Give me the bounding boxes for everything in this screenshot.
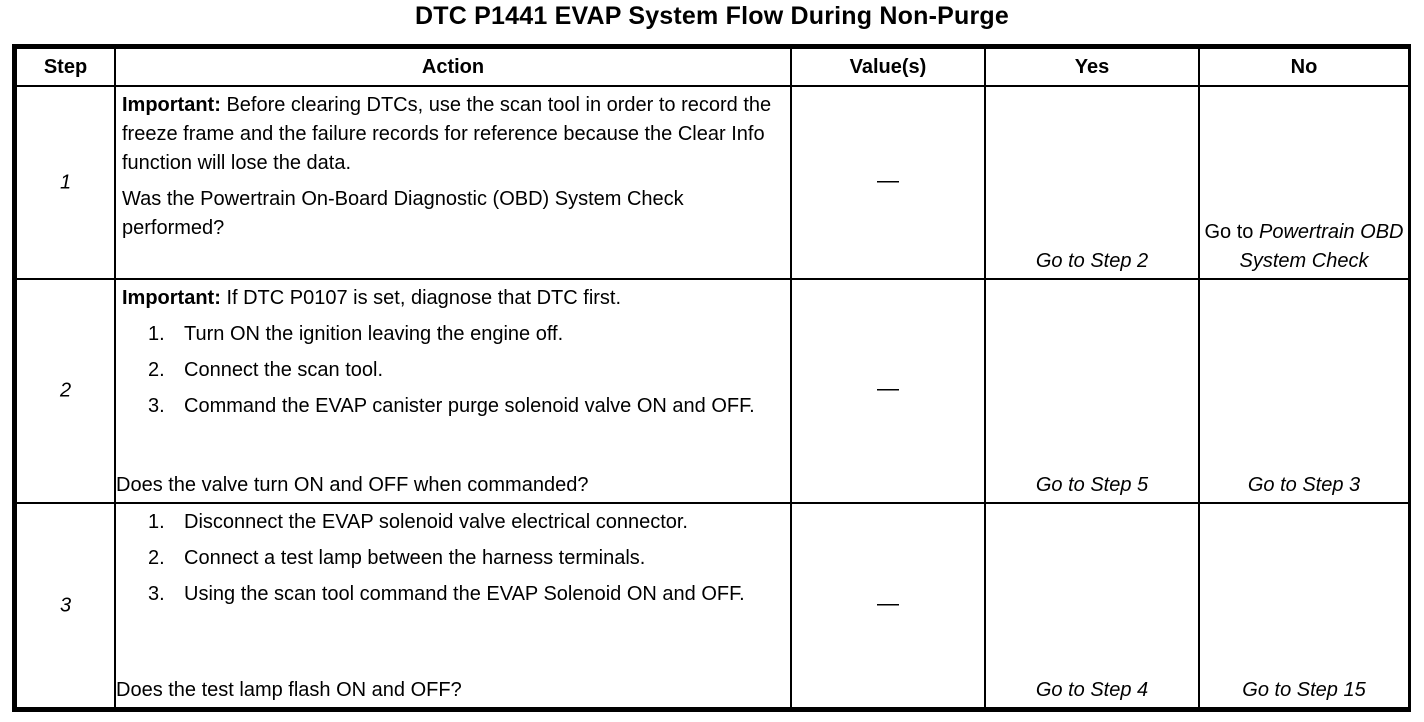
no-cell <box>1199 279 1409 503</box>
yes-result: Go to Step 5 <box>1035 474 1149 496</box>
list-item <box>122 320 784 349</box>
yes-cell <box>985 86 1199 279</box>
list-item <box>122 392 784 421</box>
list-item <box>122 508 784 537</box>
value-cell <box>791 503 985 708</box>
header-step: Step <box>16 48 115 86</box>
table-row <box>16 503 1409 708</box>
item-text: Turn ON the ignition leaving the engine off. <box>184 323 564 345</box>
procedure-list <box>122 320 784 421</box>
value-cell <box>791 86 985 279</box>
procedure-list <box>122 508 784 609</box>
item-number: 1. <box>148 511 165 533</box>
important-note <box>122 91 784 178</box>
important-note <box>122 284 784 313</box>
table-row <box>16 86 1409 279</box>
no-result: Go to Step 15 <box>1242 679 1366 701</box>
action-cell <box>115 86 791 279</box>
item-text: Connect the scan tool. <box>184 359 384 381</box>
step-cell <box>16 503 115 708</box>
list-item <box>122 544 784 573</box>
item-number: 3. <box>148 395 165 417</box>
diagnostic-table <box>15 47 1410 709</box>
item-text: Connect a test lamp between the harness terminals. <box>184 547 646 569</box>
item-number: 2. <box>148 547 165 569</box>
important-text: If DTC P0107 is set, diagnose that DTC first. <box>220 287 622 309</box>
no-result-reference: Powertrain OBD System Check <box>1239 221 1404 272</box>
list-item <box>122 580 784 609</box>
important-text: Before clearing DTCs, use the scan tool in order to record the freeze frame and the failure records for reference because the Clear Info function will lose the data. <box>122 94 772 174</box>
yes-cell <box>985 503 1199 708</box>
no-result <box>1200 218 1408 276</box>
list-item <box>122 356 784 385</box>
item-text: Using the scan tool command the EVAP Solenoid ON and OFF. <box>184 583 745 605</box>
header-yes: Yes <box>985 48 1199 86</box>
value-cell <box>791 279 985 503</box>
step-number: 1 <box>59 171 72 193</box>
page-title: DTC P1441 EVAP System Flow During Non-Purge <box>415 2 1009 30</box>
item-text: Disconnect the EVAP solenoid valve electrical connector. <box>184 511 688 533</box>
action-cell <box>115 279 791 503</box>
action-cell <box>115 503 791 708</box>
step-number: 2 <box>59 379 72 402</box>
step-question: Was the Powertrain On-Board Diagnostic (OBD) System Check performed? <box>122 188 684 239</box>
item-number: 3. <box>148 583 165 605</box>
no-result: Go to Step 3 <box>1247 474 1361 496</box>
item-number: 1. <box>148 323 165 345</box>
yes-result: Go to Step 2 <box>1035 250 1149 272</box>
important-label: Important: <box>122 287 221 309</box>
no-cell <box>1199 503 1409 708</box>
header-row <box>16 48 1409 86</box>
no-cell <box>1199 86 1409 279</box>
diagnostic-table-frame <box>12 44 1411 712</box>
item-text: Command the EVAP canister purge solenoid valve ON and OFF. <box>184 395 755 417</box>
no-result-prefix: Go to <box>1204 221 1259 243</box>
value-text: — <box>877 166 899 192</box>
header-no: No <box>1199 48 1409 86</box>
yes-result: Go to Step 4 <box>1035 679 1149 701</box>
value-text: — <box>877 589 899 615</box>
important-label: Important: <box>122 94 221 116</box>
header-action: Action <box>115 48 791 86</box>
table-row <box>16 279 1409 503</box>
step-question: Does the test lamp flash ON and OFF? <box>116 679 462 701</box>
step-number: 3 <box>59 594 72 616</box>
step-cell <box>16 86 115 279</box>
step-cell <box>16 279 115 503</box>
step-question: Does the valve turn ON and OFF when commanded? <box>116 474 589 496</box>
header-values: Value(s) <box>791 48 985 86</box>
value-text: — <box>877 375 899 401</box>
yes-cell <box>985 279 1199 503</box>
item-number: 2. <box>148 359 165 381</box>
